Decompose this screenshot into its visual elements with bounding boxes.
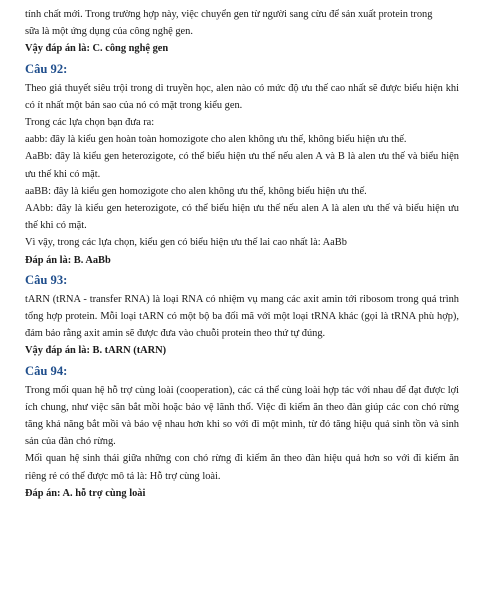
document-body bbox=[25, 6, 459, 502]
q92-option-aaBB: aaBB: đây là kiểu gen homozigote cho alen không ưu thế, không biểu hiện ưu thế. bbox=[25, 185, 367, 197]
q92-option-aabb: aabb: đây là kiểu gen hoàn toàn homozigote cho alen không ưu thế, không biểu hiện ưu thế. bbox=[25, 134, 407, 146]
q92-paragraph-2: Trong các lựa chọn bạn đưa ra: bbox=[25, 117, 155, 129]
q93-answer: Vậy đáp án là: B. tARN (tARN) bbox=[25, 345, 167, 357]
q93-paragraph-1: tARN (tRNA - transfer RNA) là loại RNA có nhiệm vụ mang các axit amin tới ribosom trong quá trình tổng hợp protein. Mỗi loại tARN có một bộ ba đối mã với một loại tRNA khác (gọi là tRNA phù hợp), đảm bảo rằng axit amin sẽ được đưa vào chuỗi protein theo thứ tự đúng. bbox=[25, 293, 459, 340]
question-94-heading: Câu 94: bbox=[25, 363, 68, 378]
intro-line-1: tính chất mới. Trong trường hợp này, việc chuyển gen từ người sang cừu để sản xuất protein trong bbox=[25, 9, 433, 20]
q94-answer: Đáp án: A. hỗ trợ cùng loài bbox=[25, 487, 146, 499]
q92-option-AAbb: AAbb: đây là kiểu gen heterozigote, có thể biểu hiện ưu thế nếu alen A là alen ưu thế và biểu hiện ưu thế khi có mặt. bbox=[25, 203, 459, 232]
intro-answer: Vậy đáp án là: C. công nghệ gen bbox=[25, 43, 169, 55]
q92-conclusion: Vì vậy, trong các lựa chọn, kiểu gen có biểu hiện ưu thế lai cao nhất là: AaBb bbox=[25, 237, 347, 249]
q94-paragraph-1: Trong mối quan hệ hỗ trợ cùng loài (cooperation), các cá thể cùng loài hợp tác với nhau để đạt được lợi ích chung, như việc săn bắt mồi hoặc bảo vệ lãnh thổ. Việc đi kiếm ăn theo đàn giúp các con chó rừng tăng khả năng bắt mồi và bảo vệ nhau hơn khi so với đi một mình, từ đó tăng hiệu quả sinh tồn và sinh sản của đàn chó rừng. bbox=[25, 384, 459, 448]
q94-paragraph-2: Mối quan hệ sinh thái giữa những con chó rừng đi kiếm ăn theo đàn hiệu quả hơn so với đi kiếm ăn riêng rẻ có thể được mô tả là: Hỗ trợ cùng loài. bbox=[25, 453, 459, 482]
question-92-heading: Câu 92: bbox=[25, 61, 68, 76]
q92-paragraph-1: Theo giả thuyết siêu trội trong di truyền học, alen nào có mức độ ưu thế cao nhất sẽ được biểu hiện khi có ít nhất một bản sao của nó có mặt trong kiểu gen. bbox=[25, 82, 459, 111]
question-93-heading: Câu 93: bbox=[25, 272, 68, 287]
intro-line-2: sữa là một ứng dụng của công nghệ gen. bbox=[25, 26, 193, 38]
q92-option-AaBb: AaBb: đây là kiểu gen heterozigote, có thể biểu hiện ưu thế nếu alen A và B là alen ưu thế và biểu hiện ưu thế khi có mặt. bbox=[25, 151, 459, 180]
q92-answer: Đáp án là: B. AaBb bbox=[25, 254, 111, 266]
